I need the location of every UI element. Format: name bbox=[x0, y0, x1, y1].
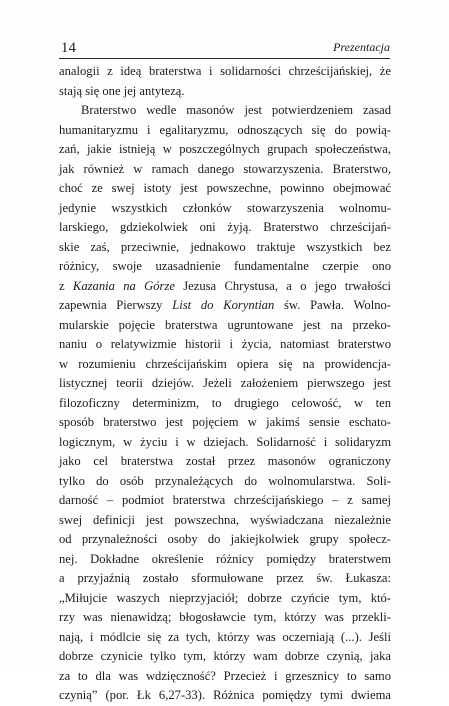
text-line bbox=[59, 277, 391, 297]
text-line: Braterstwo wedle masonów jest potwierdzeniem zasad bbox=[81, 103, 391, 117]
text-segment: Jezusa Chrystusa, a o jego trwałości bbox=[174, 278, 391, 293]
text-line: larskiego, gdziekolwiek oni żyją. Braterstwo chrześcijań- bbox=[59, 220, 391, 234]
text-line: skie zaś, przeciwnie, jednakowo traktuje wszystkich bez bbox=[59, 239, 391, 254]
text-line: rzy was nienawidzą; błogosławcie tym, którzy was przekli- bbox=[59, 610, 391, 624]
text-line: logicznym, w życiu i w dziejach. Solidarność i solidaryzm bbox=[59, 434, 391, 449]
text-line: darność – podmiot braterstwa chrześcijańskiego – z samej bbox=[59, 493, 391, 507]
text-line: choć ze swej istoty jest powszechne, powinno obejmować bbox=[59, 181, 391, 195]
text-line: czynią” (por. Łk 6,27-33). Różnica pomiędzy tymi dwiema bbox=[59, 688, 391, 702]
text-line: nej. Dokładne określenie różnicy pomiędzy braterstwem bbox=[59, 551, 391, 566]
text-line: analogii z ideą braterstwa i solidarności chrześcijańskiej, że bbox=[59, 64, 391, 78]
text-line: różnicy, swoje uzasadnienie fundamentalne czerpie ono bbox=[59, 259, 391, 273]
text-line: jedynie wszystkich członków stowarzyszenia wolnomu- bbox=[59, 200, 391, 215]
book-title-kazania: Kazania na Górze bbox=[72, 278, 175, 293]
text-line: nają, i módlcie się za tych, którzy was oczerniają (...). Jeśli bbox=[59, 629, 391, 644]
text-line: listycznej teorii dziejów. Jeżeli założeniem pierwszego jest bbox=[59, 376, 391, 390]
body-text bbox=[59, 62, 391, 706]
text-line: „Miłujcie waszych nieprzyjaciół; dobrze czyńcie tym, któ- bbox=[59, 590, 391, 605]
text-line: stają się one jej antytezą. bbox=[59, 83, 185, 98]
page-header bbox=[59, 40, 390, 58]
text-line: swej definicji jest powszechna, wyświadczana niezależnie bbox=[59, 512, 391, 527]
text-line: mularskie pojęcie braterstwa ugruntowane jest na przeko- bbox=[59, 317, 391, 332]
page-number: 14 bbox=[61, 40, 77, 56]
text-line: jako cel braterstwa został przez masonów ograniczony bbox=[59, 454, 391, 468]
text-line: naniu o relatywizmie historii i życia, natomiast braterstwo bbox=[59, 337, 391, 351]
text-line: sposób braterstwo jest pojęciem w jakimś sensie eschato- bbox=[59, 415, 391, 429]
running-head: Prezentacja bbox=[333, 40, 390, 54]
text-line: za to dla was wdzięczność? Przecież i grzesznicy to samo bbox=[59, 668, 391, 683]
text-line: od przynależności osoby do jakiejkolwiek grupy społecz- bbox=[59, 532, 391, 546]
text-line: w rozumieniu chrześcijańskim opiera się na prowidencja- bbox=[59, 356, 391, 371]
book-title-list: List do Koryntian bbox=[172, 298, 275, 312]
header-rule bbox=[59, 58, 390, 59]
text-segment: św. Pawła. Wolno- bbox=[274, 298, 391, 312]
text-line: jak również w ramach danego stowarzyszenia. Braterstwo, bbox=[59, 161, 391, 176]
text-line: filozoficzny determinizm, to drugiego celowość, w ten bbox=[59, 395, 391, 410]
text-segment: z bbox=[59, 278, 73, 293]
text-segment: zapewnia Pierwszy bbox=[59, 298, 173, 312]
text-line bbox=[59, 296, 391, 316]
text-line: dobrze czynicie tylko tym, którzy wam dobrze czynią, jaka bbox=[59, 649, 391, 663]
text-line: tylko do osób przynależących do wolnomularstwa. Soli- bbox=[59, 473, 391, 488]
text-line: a przyjaźnią zostało sformułowane przez św. Łukasza: bbox=[59, 571, 391, 585]
text-line: humanitaryzmu i egalitaryzmu, odnoszących się do powią- bbox=[59, 122, 391, 137]
text-line: zań, jakie istnieją w poszczególnych grupach społeczeństwa, bbox=[59, 142, 391, 156]
